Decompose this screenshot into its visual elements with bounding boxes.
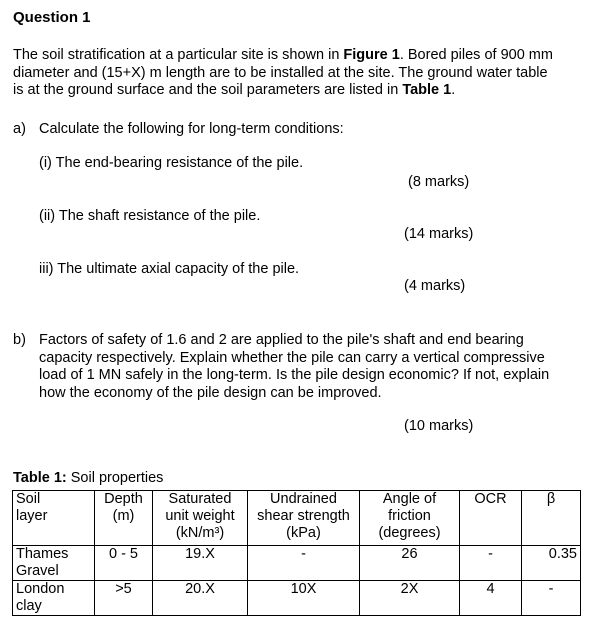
cell-ocr: 4 [460, 581, 522, 616]
part-a-text: Calculate the following for long-term conditions: [39, 121, 344, 137]
cell-beta: 0.35 [522, 546, 581, 581]
header-beta: β [522, 491, 581, 546]
cell-depth: >5 [95, 581, 153, 616]
table-row [13, 546, 581, 581]
part-a-label: a) [13, 121, 26, 137]
part-a-item-1-marks: (8 marks) [408, 174, 470, 190]
part-b-label: b) [13, 332, 26, 348]
table-caption [13, 470, 163, 486]
part-b-line: how the economy of the pile design can be improved. [39, 384, 382, 401]
cell-shear-strength: - [248, 546, 360, 581]
table-row [13, 581, 581, 616]
intro-paragraph [13, 47, 553, 100]
header-friction-angle: Angle of friction (degrees) [360, 491, 460, 546]
soil-properties-table [12, 490, 581, 616]
header-depth: Depth (m) [95, 491, 153, 546]
part-a-item-2: (ii) The shaft resistance of the pile. [39, 208, 261, 224]
part-a-item-1: (i) The end-bearing resistance of the pile. [39, 155, 304, 171]
cell-depth: 0 - 5 [95, 546, 153, 581]
part-a-item-3-marks: (4 marks) [404, 278, 466, 294]
cell-ocr: - [460, 546, 522, 581]
cell-beta: - [522, 581, 581, 616]
cell-friction: 2X [360, 581, 460, 616]
intro-line-3: is at the ground surface and the soil parameters are listed in Table 1. [13, 82, 456, 98]
header-shear-strength: Undrained shear strength (kPa) [248, 491, 360, 546]
cell-unit-weight: 19.X [153, 546, 248, 581]
cell-shear-strength: 10X [248, 581, 360, 616]
question-title: Question 1 [13, 9, 91, 26]
part-b-line: Factors of safety of 1.6 and 2 are applied to the pile's shaft and end bearing [39, 332, 524, 348]
header-soil-layer: Soil layer [13, 491, 95, 546]
cell-friction: 26 [360, 546, 460, 581]
table-caption-text: Soil properties [66, 470, 164, 486]
cell-unit-weight: 20.X [153, 581, 248, 616]
part-b-line: capacity respectively. Explain whether the pile can carry a vertical compressive [39, 349, 545, 366]
table-ref: Table 1 [402, 82, 452, 98]
cell-layer: London clay [13, 581, 95, 616]
part-b-line: load of 1 MN safely in the long-term. Is the pile design economic? If not, explain [39, 367, 550, 383]
part-b-text [39, 332, 549, 402]
intro-line-1: The soil stratification at a particular site is shown in Figure 1. Bored piles of 900 mm [13, 47, 553, 63]
part-a-item-2-marks: (14 marks) [404, 226, 474, 242]
figure-ref: Figure 1 [343, 47, 400, 63]
header-ocr: OCR [460, 491, 522, 546]
header-unit-weight: Saturated unit weight (kN/m³) [153, 491, 248, 546]
part-a-item-3: iii) The ultimate axial capacity of the pile. [39, 261, 300, 277]
cell-layer: Thames Gravel [13, 546, 95, 581]
table-header-row [13, 491, 581, 546]
table-caption-label: Table 1: [13, 470, 67, 486]
intro-line-2: diameter and (15+X) m length are to be installed at the site. The ground water table [13, 64, 548, 81]
part-b-marks: (10 marks) [404, 418, 474, 434]
